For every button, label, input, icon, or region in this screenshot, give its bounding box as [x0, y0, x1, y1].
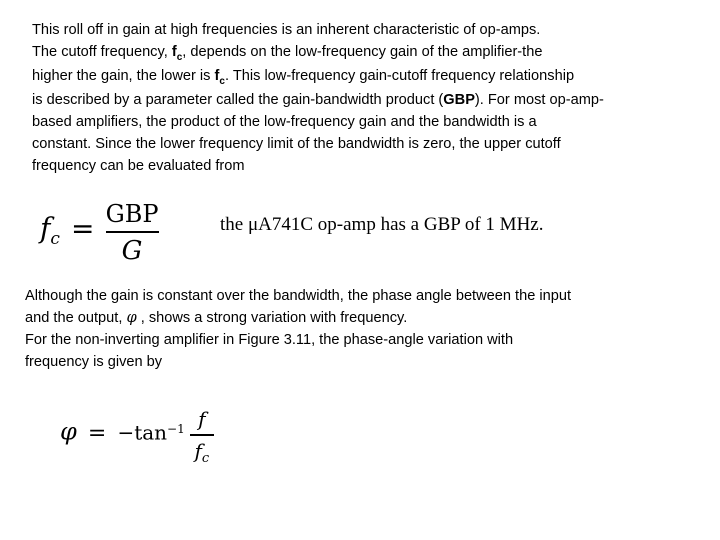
text-span: is described by a parameter called the gain-bandwidth product (: [32, 92, 444, 108]
gbp-term: GBP: [443, 92, 475, 108]
equals-sign: =: [71, 211, 95, 245]
text-line: constant. Since the lower frequency limit of the bandwidth is zero, the upper cutoff: [32, 136, 561, 152]
eq-lhs: φ: [60, 417, 77, 446]
text-line: [32, 89, 712, 111]
fc-symbol: [171, 44, 183, 63]
fraction: [106, 200, 159, 266]
fraction-bar: [190, 434, 214, 436]
text-line: For the non-inverting amplifier in Figure 3.11, the phase-angle variation with: [25, 332, 514, 348]
text-line: Although the gain is constant over the bandwidth, the phase angle between the input: [25, 288, 572, 304]
text-span: ). For most op-amp-: [474, 92, 604, 108]
text-line: frequency is given by: [25, 354, 163, 370]
den-letter: f: [194, 439, 202, 463]
eq-lhs: f: [40, 211, 51, 245]
text-line: frequency can be evaluated from: [32, 158, 245, 174]
text-line: [25, 307, 705, 329]
text-span: . This low-frequency gain-cutoff frequency relationship: [224, 68, 575, 84]
text-line: This roll off in gain at high frequencies is an inherent characteristic of op-amps.: [32, 22, 541, 38]
eq-lhs-subscript: c: [50, 228, 60, 249]
den-subscript: c: [201, 451, 210, 466]
phase-paragraph: [25, 285, 705, 373]
text-span: , shows a strong variation with frequency.: [136, 310, 408, 326]
inverse-superscript: −1: [167, 422, 185, 437]
denominator: [194, 439, 210, 466]
fc-subscript: c: [219, 76, 225, 87]
fraction-bar: [106, 231, 159, 233]
gbp-note: the μA741C op-amp has a GBP of 1 MHz.: [220, 214, 544, 235]
fc-letter: f: [214, 68, 220, 84]
text-span: higher the gain, the lower is: [32, 68, 215, 84]
text-span: The cutoff frequency,: [32, 44, 172, 60]
fc-letter: f: [171, 44, 177, 60]
denominator: G: [121, 236, 143, 266]
text-span: and the output,: [25, 310, 127, 326]
fc-subscript: c: [176, 52, 183, 63]
intro-paragraph: [32, 19, 712, 177]
equals-sign: =: [87, 420, 107, 446]
text-line: [32, 65, 712, 89]
phi-symbol: φ: [126, 309, 137, 326]
gbp-equation: [40, 200, 159, 266]
fc-symbol: [214, 68, 225, 87]
text-span: , depends on the low-frequency gain of the amplifier-the: [182, 44, 543, 60]
text-line: based amplifiers, the product of the low-frequency gain and the bandwidth is a: [32, 114, 537, 130]
numerator: GBP: [105, 200, 159, 228]
text-line: [32, 41, 712, 65]
phase-equation: [60, 407, 214, 466]
arctan-function: −tan: [117, 420, 168, 445]
numerator: f: [198, 407, 206, 431]
fraction: [190, 407, 214, 466]
